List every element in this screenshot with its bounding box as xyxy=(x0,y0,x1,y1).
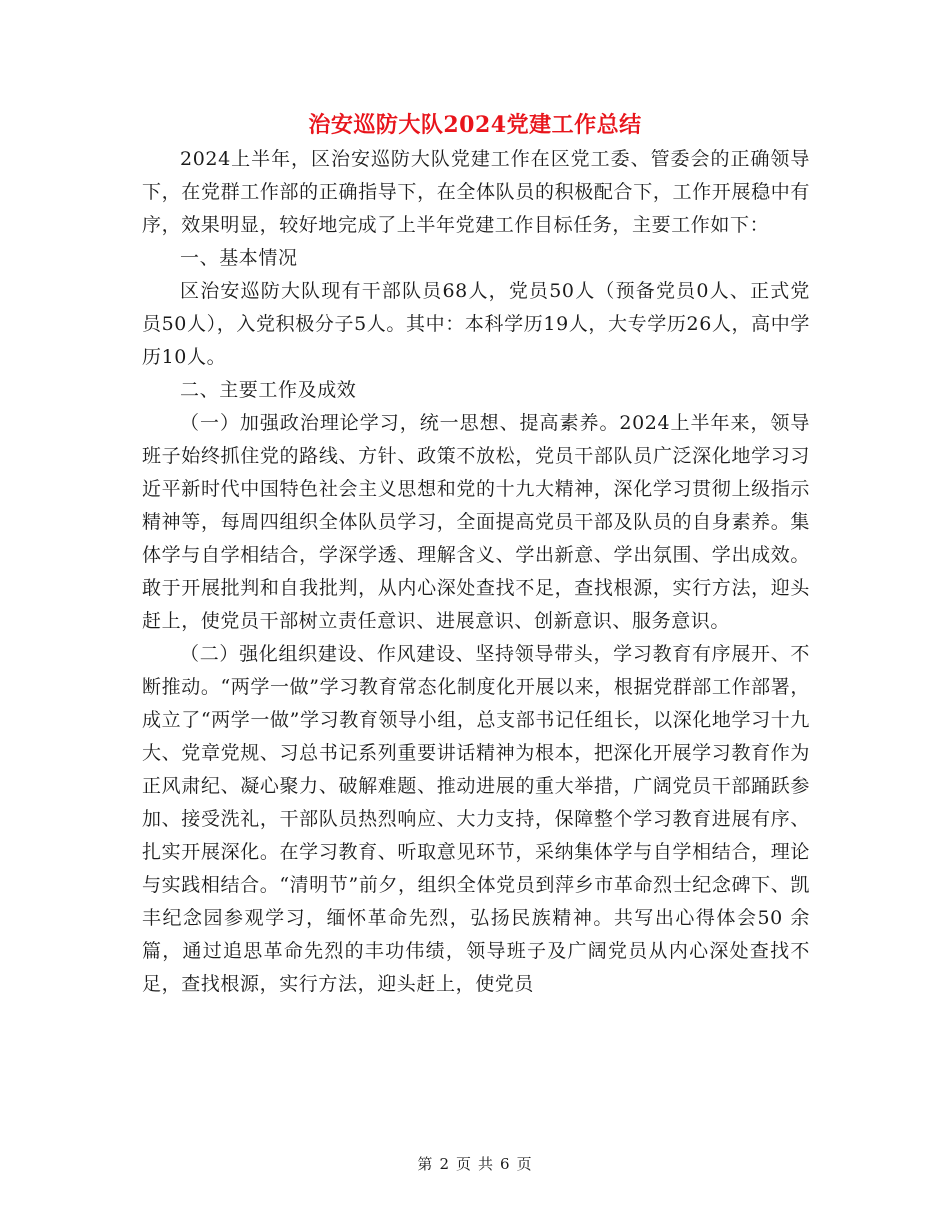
footer-current-page: 2 xyxy=(439,1155,450,1173)
footer-suffix: 页 xyxy=(516,1155,533,1173)
political-study-paragraph: （一）加强政治理论学习，统一思想、提高素养。2024上半年来，领导班子始终抓住党的路线、方针、政策不放松，党员干部队员广泛深化地学习习近平新时代中国特色社会主义思想和党的十九大精神，深化学习贯彻上级指示精神等，每周四组织全体队员学习，全面提高党员干部及队员的自身素养。集体学与自学相结合，学深学透、理解含义、学出新意、学出氛围、学出成效。敢于开展批判和自我批判，从内心深处查找不足，查找根源，实行方法，迎头赶上，使党员干部树立责任意识、进展意识、创新意识、服务意识。 xyxy=(142,412,810,632)
footer-total-word: 共 xyxy=(478,1155,495,1173)
page-footer xyxy=(0,1153,950,1174)
footer-prefix: 第 xyxy=(417,1155,434,1173)
footer-page-word: 页 xyxy=(455,1155,472,1173)
basic-info-paragraph: 区治安巡防大队现有干部队员68人，党员50人（预备党员0人、正式党员50人），入党积极分子5人。其中：本科学历19人，大专学历26人，高中学历10人。 xyxy=(142,280,810,368)
section-heading-basic-info: 一、基本情况 xyxy=(180,247,298,269)
section-heading-main-work: 二、主要工作及成效 xyxy=(180,379,357,401)
intro-paragraph: 2024上半年，区治安巡防大队党建工作在区党工委、管委会的正确领导下，在党群工作部的正确指导下，在全体队员的积极配合下，工作开展稳中有序，效果明显，较好地完成了上半年党建工作目标任务，主要工作如下： xyxy=(142,148,810,236)
document-title: 治安巡防大队2024党建工作总结 xyxy=(308,112,642,138)
organization-building-paragraph: （二）强化组织建设、作风建设、坚持领导带头，学习教育有序展开、不断推动。“两学一做”学习教育常态化制度化开展以来，根据党群部工作部署，成立了“两学一做”学习教育领导小组，总支部书记任组长，以深化地学习十九大、党章党规、习总书记系列重要讲话精神为根本，把深化开展学习教育作为正风肃纪、凝心聚力、破解难题、推动进展的重大举措，广阔党员干部踊跃参加、接受洗礼，干部队员热烈响应、大力支持，保障整个学习教育进展有序、扎实开展深化。在学习教育、听取意见环节，采纳集体学与自学相结合，理论与实践相结合。“清明节”前夕，组织全体党员到萍乡市革命烈士纪念碑下、凯丰纪念园参观学习，缅怀革命先烈，弘扬民族精神。共写出心得体会50 余篇，通过追思革命先烈的丰功伟绩，领导班子及广阔党员从内心深处查找不足，查找根源，实行方法，迎头赶上，使党员 xyxy=(142,643,810,995)
footer-total-pages: 6 xyxy=(500,1155,511,1173)
document-body xyxy=(142,143,810,1001)
